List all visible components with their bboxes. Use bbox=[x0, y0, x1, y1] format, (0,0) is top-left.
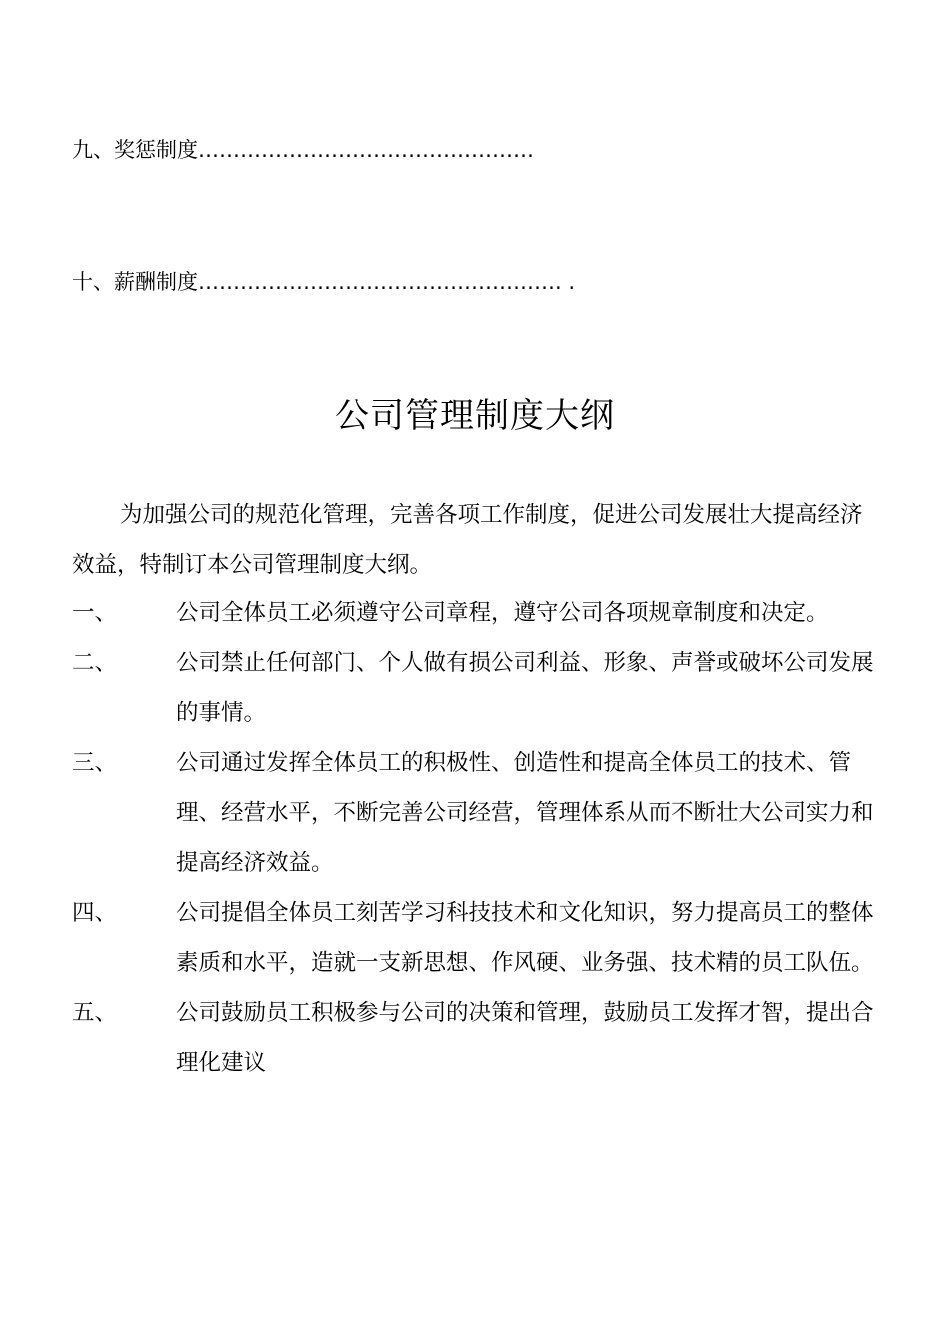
list-item bbox=[72, 988, 892, 1088]
toc-entry-compensation: 十、薪酬制度……………………………………………. . bbox=[72, 270, 576, 294]
list-item-number: 二、 bbox=[72, 650, 118, 676]
list-item bbox=[72, 638, 892, 738]
toc-entry-rewards-penalties: 九、奖惩制度………………………………………… bbox=[72, 138, 534, 162]
list-item-text: 公司鼓励员工积极参与公司的决策和管理，鼓励员工发挥才智，提出合理化建议 bbox=[176, 1000, 874, 1076]
intro-paragraph: 为加强公司的规范化管理，完善各项工作制度，促进公司发展壮大提高经济效益，特制订本公司管理制度大纲。 bbox=[72, 502, 863, 578]
list-item bbox=[72, 738, 892, 888]
list-item-text: 公司提倡全体员工刻苦学习科技技术和文化知识，努力提高员工的整体素质和水平，造就一支新思想、作风硬、业务强、技术精的员工队伍。 bbox=[176, 900, 874, 976]
regulation-list bbox=[72, 588, 892, 1088]
list-item bbox=[72, 588, 892, 638]
list-item-number: 三、 bbox=[72, 750, 118, 776]
list-item bbox=[72, 888, 892, 988]
list-item-text: 公司禁止任何部门、个人做有损公司利益、形象、声誉或破坏公司发展的事情。 bbox=[176, 650, 874, 726]
list-item-number: 一、 bbox=[72, 600, 118, 626]
list-item-number: 五、 bbox=[72, 1000, 118, 1026]
page-title: 公司管理制度大纲 bbox=[335, 396, 615, 436]
list-item-text: 公司全体员工必须遵守公司章程，遵守公司各项规章制度和决定。 bbox=[176, 600, 829, 626]
list-item-number: 四、 bbox=[72, 900, 118, 926]
list-item-text: 公司通过发挥全体员工的积极性、创造性和提高全体员工的技术、管理、经营水平，不断完善公司经营，管理体系从而不断壮大公司实力和提高经济效益。 bbox=[176, 750, 874, 876]
